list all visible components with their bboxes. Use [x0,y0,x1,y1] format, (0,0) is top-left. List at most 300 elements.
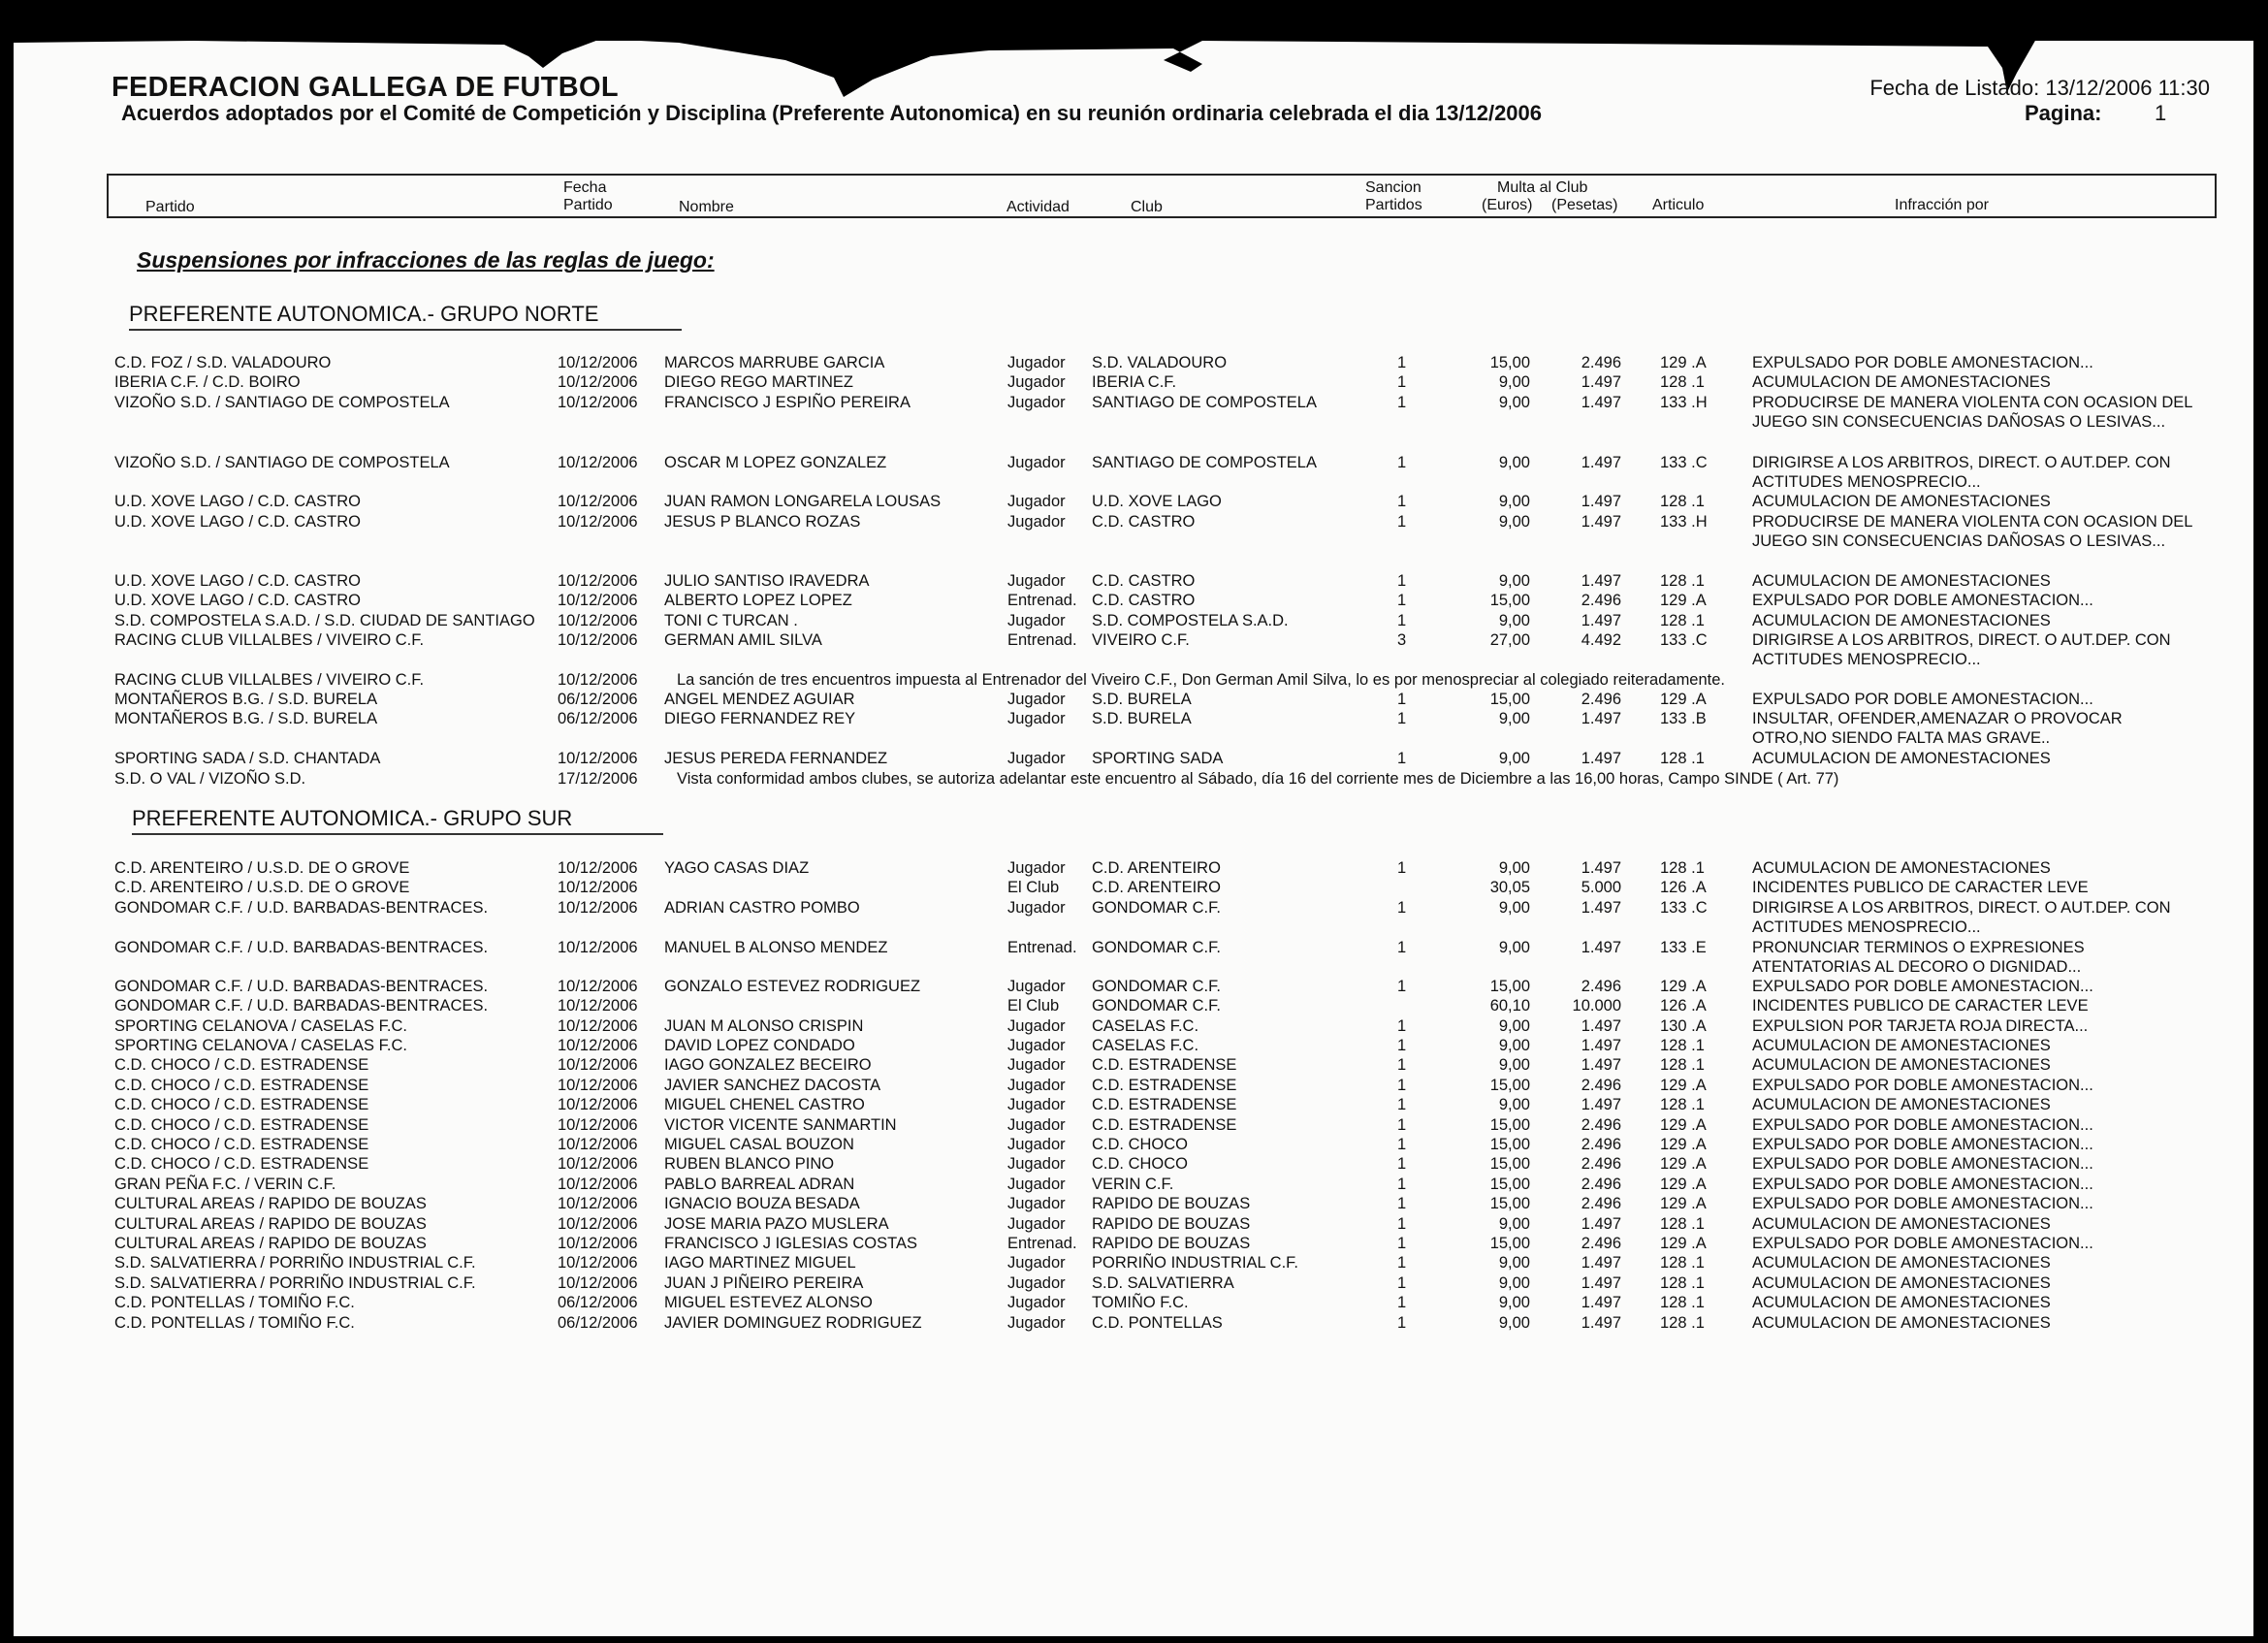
infraction-cell-continued: ACTITUDES MENOSPRECIO... [1752,651,1981,668]
col-nombre: Nombre [679,199,734,215]
date-cell: 10/12/2006 [558,1176,638,1193]
date-cell: 10/12/2006 [558,879,638,896]
date-cell: 10/12/2006 [558,572,638,590]
table-row [0,512,2268,550]
matches-cell: 1 [1397,572,1407,590]
fine-euros-cell: 9,00 [1498,373,1530,391]
date-cell: 10/12/2006 [558,899,638,917]
article-cell: 129 .A [1660,592,1707,609]
club-cell: VERIN C.F. [1092,1176,1174,1193]
table-row [0,858,2268,878]
club-cell: IBERIA C.F. [1092,373,1177,391]
infraction-cell: EXPULSADO POR DOBLE AMONESTACION... [1752,1077,2093,1094]
match-cell: GONDOMAR C.F. / U.D. BARBADAS-BENTRACES. [114,978,489,995]
activity-cell: Jugador [1007,1037,1066,1054]
date-cell: 10/12/2006 [558,1235,638,1252]
col-pesetas: (Pesetas) [1551,197,1618,213]
infraction-cell: INCIDENTES PUBLICO DE CARACTER LEVE [1752,997,2089,1015]
fine-pesetas-cell: 1.497 [1581,394,1621,411]
col-infraccion: Infracción por [1895,197,1989,213]
date-cell: 10/12/2006 [558,1077,638,1094]
table-row [0,353,2268,372]
club-cell: U.D. XOVE LAGO [1092,493,1222,510]
club-cell: C.D. PONTELLAS [1092,1314,1223,1332]
article-cell: 133 .B [1660,710,1707,727]
matches-cell: 1 [1397,1155,1407,1173]
col-euros: (Euros) [1482,197,1533,213]
match-cell: U.D. XOVE LAGO / C.D. CASTRO [114,493,361,510]
activity-cell: Jugador [1007,1116,1066,1134]
matches-cell: 1 [1397,373,1407,391]
page-label: Pagina: [2025,101,2102,125]
club-cell: C.D. ESTRADENSE [1092,1077,1237,1094]
name-cell: ADRIAN CASTRO POMBO [664,899,860,917]
date-cell: 10/12/2006 [558,612,638,629]
article-cell: 128 .1 [1660,1314,1705,1332]
article-cell: 126 .A [1660,997,1707,1015]
article-cell: 129 .A [1660,691,1707,708]
fine-pesetas-cell: 1.497 [1581,1096,1621,1113]
article-cell: 128 .1 [1660,373,1705,391]
article-cell: 133 .C [1660,454,1708,471]
club-cell: GONDOMAR C.F. [1092,899,1221,917]
infraction-cell: PRODUCIRSE DE MANERA VIOLENTA CON OCASION DEL [1752,513,2193,531]
page-number: 1 [2155,101,2167,125]
activity-cell: Jugador [1007,1056,1066,1074]
infraction-cell: EXPULSADO POR DOBLE AMONESTACION... [1752,592,2093,609]
fine-pesetas-cell: 1.497 [1581,373,1621,391]
match-cell: C.D. FOZ / S.D. VALADOURO [114,354,332,371]
matches-cell: 1 [1397,1116,1407,1134]
club-cell: C.D. CASTRO [1092,592,1196,609]
fine-euros-cell: 9,00 [1498,750,1530,767]
fine-euros-cell: 9,00 [1498,1254,1530,1272]
name-cell: IAGO GONZALEZ BECEIRO [664,1056,872,1074]
fine-pesetas-cell: 1.497 [1581,1037,1621,1054]
match-cell: C.D. CHOCO / C.D. ESTRADENSE [114,1077,369,1094]
matches-cell: 1 [1397,939,1407,956]
infraction-cell: ACUMULACION DE AMONESTACIONES [1752,572,2051,590]
fine-euros-cell: 15,00 [1489,354,1530,371]
note-text: La sanción de tres encuentros impuesta al Entrenador del Viveiro C.F., Don German Amil Silva, lo es por menospreciar al colegiado reiteradamente. [677,671,1726,689]
listing-date [1869,76,2210,101]
activity-cell: Entrenad. [1007,631,1077,649]
note-row [0,670,2268,690]
name-cell: DIEGO REGO MARTINEZ [664,373,853,391]
club-cell: C.D. ESTRADENSE [1092,1056,1237,1074]
table-row [0,878,2268,897]
fine-pesetas-cell: 2.496 [1581,1136,1621,1153]
article-cell: 128 .1 [1660,1037,1705,1054]
infraction-cell: EXPULSADO POR DOBLE AMONESTACION... [1752,691,2093,708]
date-cell: 10/12/2006 [558,671,638,689]
fine-pesetas-cell: 2.496 [1581,1235,1621,1252]
fine-pesetas-cell: 1.497 [1581,513,1621,531]
fine-pesetas-cell: 1.497 [1581,939,1621,956]
activity-cell: El Club [1007,997,1060,1015]
table-row [0,1135,2268,1154]
date-cell: 06/12/2006 [558,691,638,708]
article-cell: 130 .A [1660,1017,1707,1035]
club-cell: RAPIDO DE BOUZAS [1092,1195,1251,1212]
infraction-cell: ACUMULACION DE AMONESTACIONES [1752,859,2051,877]
matches-cell: 1 [1397,592,1407,609]
infraction-cell: EXPULSION POR TARJETA ROJA DIRECTA... [1752,1017,2089,1035]
club-cell: CASELAS F.C. [1092,1037,1199,1054]
activity-cell: Jugador [1007,394,1066,411]
fine-euros-cell: 9,00 [1498,612,1530,629]
table-row [0,938,2268,976]
name-cell: ALBERTO LOPEZ LOPEZ [664,592,852,609]
article-cell: 129 .A [1660,1116,1707,1134]
matches-cell: 1 [1397,1037,1407,1054]
fine-euros-cell: 15,00 [1489,592,1530,609]
activity-cell: Jugador [1007,612,1066,629]
name-cell: GERMAN AMIL SILVA [664,631,822,649]
matches-cell: 1 [1397,1176,1407,1193]
fine-pesetas-cell: 2.496 [1581,1155,1621,1173]
match-cell: U.D. XOVE LAGO / C.D. CASTRO [114,592,361,609]
table-row [0,591,2268,610]
date-cell: 10/12/2006 [558,1037,638,1054]
infraction-cell: DIRIGIRSE A LOS ARBITROS, DIRECT. O AUT.DEP. CON [1752,899,2171,917]
date-cell: 10/12/2006 [558,373,638,391]
infraction-cell-continued: ATENTATORIAS AL DECORO O DIGNIDAD... [1752,958,2082,976]
activity-cell: Jugador [1007,354,1066,371]
match-cell: C.D. CHOCO / C.D. ESTRADENSE [114,1096,369,1113]
match-cell: SPORTING CELANOVA / CASELAS F.C. [114,1037,407,1054]
matches-cell: 1 [1397,691,1407,708]
name-cell: JESUS PEREDA FERNANDEZ [664,750,888,767]
matches-cell: 3 [1397,631,1407,649]
article-cell: 133 .C [1660,631,1708,649]
article-cell: 133 .C [1660,899,1708,917]
fine-euros-cell: 15,00 [1489,1235,1530,1252]
infraction-cell-continued: OTRO,NO SIENDO FALTA MAS GRAVE.. [1752,729,2051,747]
match-cell: S.D. O VAL / VIZOÑO S.D. [114,770,306,788]
date-cell: 06/12/2006 [558,1294,638,1311]
infraction-cell-continued: ACTITUDES MENOSPRECIO... [1752,918,1981,936]
fine-euros-cell: 9,00 [1498,454,1530,471]
article-cell: 128 .1 [1660,572,1705,590]
name-cell: MANUEL B ALONSO MENDEZ [664,939,888,956]
fine-euros-cell: 9,00 [1498,1215,1530,1233]
club-cell: S.D. COMPOSTELA S.A.D. [1092,612,1289,629]
match-cell: S.D. COMPOSTELA S.A.D. / S.D. CIUDAD DE SANTIAGO [114,612,535,629]
table-row [0,611,2268,630]
col-sancion-bottom: Partidos [1365,197,1422,213]
table-row [0,1234,2268,1253]
club-cell: C.D. CASTRO [1092,572,1196,590]
match-cell: S.D. SALVATIERRA / PORRIÑO INDUSTRIAL C.F. [114,1274,476,1292]
fine-euros-cell: 9,00 [1498,572,1530,590]
club-cell: S.D. VALADOURO [1092,354,1228,371]
date-cell: 10/12/2006 [558,394,638,411]
article-cell: 128 .1 [1660,493,1705,510]
club-cell: C.D. ARENTEIRO [1092,879,1221,896]
club-cell: RAPIDO DE BOUZAS [1092,1235,1251,1252]
match-cell: VIZOÑO S.D. / SANTIAGO DE COMPOSTELA [114,394,450,411]
fine-euros-cell: 15,00 [1489,1195,1530,1212]
fine-pesetas-cell: 1.497 [1581,1017,1621,1035]
match-cell: C.D. CHOCO / C.D. ESTRADENSE [114,1155,369,1173]
activity-cell: Jugador [1007,1096,1066,1113]
club-cell: C.D. CASTRO [1092,513,1196,531]
infraction-cell: ACUMULACION DE AMONESTACIONES [1752,750,2051,767]
article-cell: 128 .1 [1660,612,1705,629]
article-cell: 133 .H [1660,394,1708,411]
fine-pesetas-cell: 2.496 [1581,1176,1621,1193]
activity-cell: Jugador [1007,1077,1066,1094]
name-cell: DAVID LOPEZ CONDADO [664,1037,855,1054]
table-row [0,453,2268,491]
fine-pesetas-cell: 10.000 [1572,997,1621,1015]
matches-cell: 1 [1397,513,1407,531]
name-cell: DIEGO FERNANDEZ REY [664,710,856,727]
infraction-cell: ACUMULACION DE AMONESTACIONES [1752,493,2051,510]
group-title-sur: PREFERENTE AUTONOMICA.- GRUPO SUR [132,806,663,835]
activity-cell: Jugador [1007,1176,1066,1193]
table-row [0,492,2268,511]
article-cell: 133 .E [1660,939,1707,956]
fine-pesetas-cell: 1.497 [1581,710,1621,727]
table-row [0,1115,2268,1135]
col-fecha-bottom: Partido [563,197,613,213]
name-cell: JESUS P BLANCO ROZAS [664,513,861,531]
match-cell: C.D. ARENTEIRO / U.S.D. DE O GROVE [114,879,410,896]
infraction-cell: EXPULSADO POR DOBLE AMONESTACION... [1752,1195,2093,1212]
article-cell: 133 .H [1660,513,1708,531]
fine-euros-cell: 9,00 [1498,1017,1530,1035]
date-cell: 06/12/2006 [558,710,638,727]
fine-pesetas-cell: 1.497 [1581,1294,1621,1311]
infraction-cell: ACUMULACION DE AMONESTACIONES [1752,1056,2051,1074]
name-cell: IAGO MARTINEZ MIGUEL [664,1254,856,1272]
match-cell: GONDOMAR C.F. / U.D. BARBADAS-BENTRACES. [114,997,489,1015]
column-header-box [107,174,2217,218]
matches-cell: 1 [1397,1096,1407,1113]
infraction-cell: INSULTAR, OFENDER,AMENAZAR O PROVOCAR [1752,710,2123,727]
match-cell: C.D. PONTELLAS / TOMIÑO F.C. [114,1294,355,1311]
infraction-cell: ACUMULACION DE AMONESTACIONES [1752,1037,2051,1054]
document-subtitle: Acuerdos adoptados por el Comité de Competición y Disciplina (Preferente Autonomica) en su reunión ordinaria celebrada el dia 13/12/2006 [121,101,1543,125]
name-cell: JULIO SANTISO IRAVEDRA [664,572,870,590]
date-cell: 17/12/2006 [558,770,638,788]
date-cell: 10/12/2006 [558,1096,638,1113]
match-cell: GONDOMAR C.F. / U.D. BARBADAS-BENTRACES. [114,939,489,956]
infraction-cell: ACUMULACION DE AMONESTACIONES [1752,1274,2051,1292]
activity-cell: Jugador [1007,1314,1066,1332]
infraction-cell-continued: ACTITUDES MENOSPRECIO... [1752,473,1981,491]
match-cell: RACING CLUB VILLALBES / VIVEIRO C.F. [114,671,425,689]
matches-cell: 1 [1397,1294,1407,1311]
activity-cell: Jugador [1007,1155,1066,1173]
fine-euros-cell: 9,00 [1498,710,1530,727]
club-cell: S.D. BURELA [1092,710,1192,727]
activity-cell: Jugador [1007,572,1066,590]
table-row [0,1175,2268,1194]
activity-cell: Entrenad. [1007,1235,1077,1252]
name-cell: RUBEN BLANCO PINO [664,1155,835,1173]
fine-pesetas-cell: 1.497 [1581,612,1621,629]
infraction-cell: EXPULSADO POR DOBLE AMONESTACION... [1752,1235,2093,1252]
infraction-cell: ACUMULACION DE AMONESTACIONES [1752,1215,2051,1233]
club-cell: C.D. CHOCO [1092,1155,1188,1173]
table-row [0,1055,2268,1075]
club-cell: S.D. BURELA [1092,691,1192,708]
activity-cell: Jugador [1007,1274,1066,1292]
match-cell: CULTURAL AREAS / RAPIDO DE BOUZAS [114,1215,427,1233]
name-cell: OSCAR M LOPEZ GONZALEZ [664,454,887,471]
fine-pesetas-cell: 5.000 [1581,879,1621,896]
table-row [0,372,2268,392]
note-row [0,769,2268,789]
infraction-cell: ACUMULACION DE AMONESTACIONES [1752,1294,2051,1311]
fine-pesetas-cell: 2.496 [1581,1195,1621,1212]
matches-cell: 1 [1397,978,1407,995]
club-cell: PORRIÑO INDUSTRIAL C.F. [1092,1254,1298,1272]
club-cell: C.D. ESTRADENSE [1092,1096,1237,1113]
fine-pesetas-cell: 1.497 [1581,1056,1621,1074]
fine-pesetas-cell: 2.496 [1581,592,1621,609]
col-articulo: Articulo [1652,197,1705,213]
table-row [0,571,2268,591]
infraction-cell: PRODUCIRSE DE MANERA VIOLENTA CON OCASION DEL [1752,394,2193,411]
match-cell: MONTAÑEROS B.G. / S.D. BURELA [114,691,378,708]
date-cell: 10/12/2006 [558,592,638,609]
table-row [0,1095,2268,1114]
activity-cell: Jugador [1007,978,1066,995]
fine-pesetas-cell: 1.497 [1581,1215,1621,1233]
table-row [0,393,2268,431]
activity-cell: Jugador [1007,493,1066,510]
matches-cell: 1 [1397,750,1407,767]
name-cell: VICTOR VICENTE SANMARTIN [664,1116,897,1134]
match-cell: IBERIA C.F. / C.D. BOIRO [114,373,301,391]
club-cell: RAPIDO DE BOUZAS [1092,1215,1251,1233]
match-cell: C.D. CHOCO / C.D. ESTRADENSE [114,1056,369,1074]
activity-cell: Jugador [1007,750,1066,767]
date-cell: 10/12/2006 [558,454,638,471]
name-cell: IGNACIO BOUZA BESADA [664,1195,860,1212]
club-cell: GONDOMAR C.F. [1092,978,1221,995]
col-partido: Partido [145,199,195,215]
matches-cell: 1 [1397,1215,1407,1233]
fine-euros-cell: 15,00 [1489,1155,1530,1173]
date-cell: 10/12/2006 [558,750,638,767]
activity-cell: Jugador [1007,691,1066,708]
article-cell: 129 .A [1660,978,1707,995]
date-cell: 10/12/2006 [558,1195,638,1212]
club-cell: SPORTING SADA [1092,750,1224,767]
fine-pesetas-cell: 2.496 [1581,978,1621,995]
date-cell: 10/12/2006 [558,1017,638,1035]
club-cell: SANTIAGO DE COMPOSTELA [1092,394,1317,411]
name-cell: JAVIER DOMINGUEZ RODRIGUEZ [664,1314,922,1332]
article-cell: 129 .A [1660,1136,1707,1153]
infraction-cell: ACUMULACION DE AMONESTACIONES [1752,1314,2051,1332]
fine-euros-cell: 9,00 [1498,493,1530,510]
match-cell: CULTURAL AREAS / RAPIDO DE BOUZAS [114,1195,427,1212]
date-cell: 10/12/2006 [558,1215,638,1233]
date-cell: 06/12/2006 [558,1314,638,1332]
infraction-cell: EXPULSADO POR DOBLE AMONESTACION... [1752,1176,2093,1193]
fine-pesetas-cell: 1.497 [1581,454,1621,471]
date-cell: 10/12/2006 [558,1116,638,1134]
activity-cell: Jugador [1007,373,1066,391]
matches-cell: 1 [1397,493,1407,510]
activity-cell: Jugador [1007,454,1066,471]
article-cell: 129 .A [1660,1235,1707,1252]
table-row [0,1214,2268,1234]
article-cell: 128 .1 [1660,1294,1705,1311]
activity-cell: Jugador [1007,1017,1066,1035]
fine-euros-cell: 9,00 [1498,859,1530,877]
fine-pesetas-cell: 1.497 [1581,1314,1621,1332]
organization-title: FEDERACION GALLEGA DE FUTBOL [112,72,619,103]
fine-pesetas-cell: 1.497 [1581,1274,1621,1292]
fine-euros-cell: 15,00 [1489,1077,1530,1094]
date-cell: 10/12/2006 [558,1136,638,1153]
activity-cell: Jugador [1007,710,1066,727]
match-cell: SPORTING CELANOVA / CASELAS F.C. [114,1017,407,1035]
club-cell: GONDOMAR C.F. [1092,939,1221,956]
col-actividad: Actividad [1006,199,1070,215]
infraction-cell: PRONUNCIAR TERMINOS O EXPRESIONES [1752,939,2085,956]
fine-euros-cell: 9,00 [1498,1096,1530,1113]
matches-cell: 1 [1397,1195,1407,1212]
matches-cell: 1 [1397,1254,1407,1272]
match-cell: GRAN PEÑA F.C. / VERIN C.F. [114,1176,336,1193]
group-title-norte: PREFERENTE AUTONOMICA.- GRUPO NORTE [129,302,682,331]
col-fecha-top: Fecha [563,179,607,196]
matches-cell: 1 [1397,899,1407,917]
article-cell: 128 .1 [1660,1096,1705,1113]
infraction-cell: EXPULSADO POR DOBLE AMONESTACION... [1752,1116,2093,1134]
club-cell: C.D. CHOCO [1092,1136,1188,1153]
activity-cell: Jugador [1007,1195,1066,1212]
activity-cell: Entrenad. [1007,939,1077,956]
date-cell: 10/12/2006 [558,978,638,995]
date-cell: 10/12/2006 [558,1155,638,1173]
fine-euros-cell: 9,00 [1498,1056,1530,1074]
article-cell: 126 .A [1660,879,1707,896]
infraction-cell: EXPULSADO POR DOBLE AMONESTACION... [1752,1136,2093,1153]
name-cell: PABLO BARREAL ADRAN [664,1176,855,1193]
activity-cell: Jugador [1007,1294,1066,1311]
fine-euros-cell: 15,00 [1489,1136,1530,1153]
date-cell: 10/12/2006 [558,939,638,956]
activity-cell: El Club [1007,879,1060,896]
matches-cell: 1 [1397,710,1407,727]
infraction-cell: EXPULSADO POR DOBLE AMONESTACION... [1752,354,2093,371]
fine-pesetas-cell: 1.497 [1581,572,1621,590]
infraction-cell: INCIDENTES PUBLICO DE CARACTER LEVE [1752,879,2089,896]
activity-cell: Jugador [1007,1254,1066,1272]
date-cell: 10/12/2006 [558,354,638,371]
name-cell: JUAN J PIÑEIRO PEREIRA [664,1274,864,1292]
listing-date-label: Fecha de Listado: [1869,76,2040,100]
fine-pesetas-cell: 2.496 [1581,1116,1621,1134]
matches-cell: 1 [1397,1136,1407,1153]
club-cell: C.D. ESTRADENSE [1092,1116,1237,1134]
infraction-cell: ACUMULACION DE AMONESTACIONES [1752,1254,2051,1272]
fine-euros-cell: 60,10 [1489,997,1530,1015]
fine-euros-cell: 9,00 [1498,1274,1530,1292]
fine-pesetas-cell: 1.497 [1581,750,1621,767]
article-cell: 128 .1 [1660,859,1705,877]
name-cell: MIGUEL CASAL BOUZON [664,1136,854,1153]
